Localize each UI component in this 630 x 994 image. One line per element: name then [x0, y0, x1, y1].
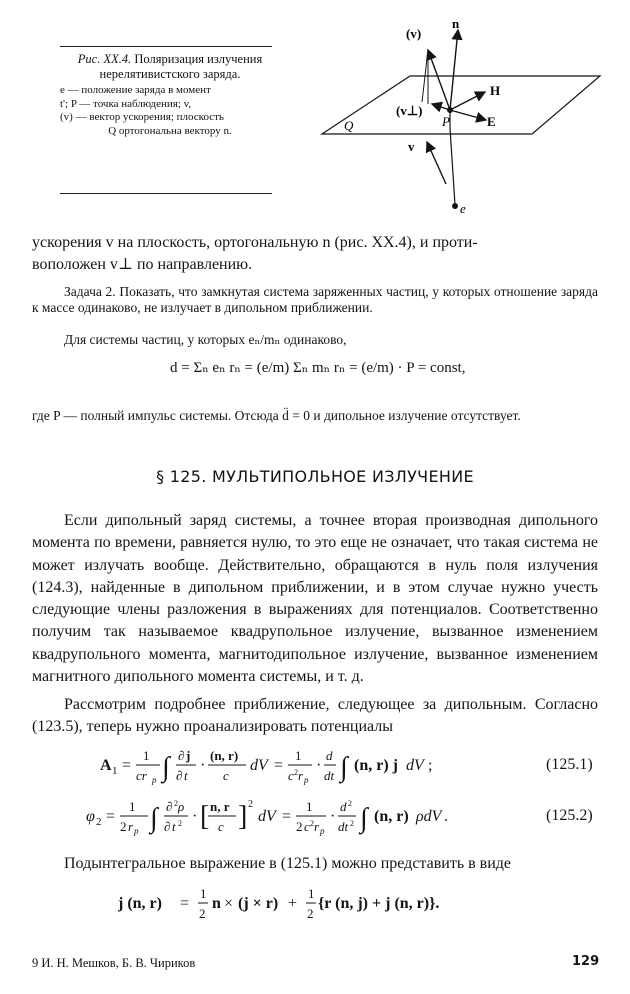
svg-text:∫: ∫: [340, 752, 348, 783]
svg-text:+: +: [288, 895, 298, 912]
svg-text:c: c: [288, 768, 294, 783]
equation-125-2-number: (125.2): [546, 807, 593, 824]
svg-text:∂: ∂: [166, 799, 173, 814]
equation-125-1-svg: [100, 742, 520, 792]
svg-text:dt: dt: [338, 819, 349, 834]
svg-text:n, r: n, r: [210, 799, 230, 814]
svg-text:d: d: [326, 748, 333, 763]
n-vector: [450, 30, 458, 110]
svg-text:t: t: [172, 819, 176, 834]
label-v-lower: v: [408, 139, 415, 154]
svg-text:c: c: [304, 819, 310, 834]
label-n: n: [452, 16, 460, 31]
svg-text:]: ]: [238, 801, 248, 832]
label-e-field: E: [487, 114, 496, 129]
label-vdot: (v): [406, 26, 422, 41]
caption-bottom-rule: [60, 193, 272, 194]
main-paragraph-3: Подынтегральное выражение в (125.1) можно представить в виде: [64, 855, 512, 872]
svg-text:j: j: [186, 748, 191, 763]
svg-text:.: .: [444, 808, 448, 825]
equation-j-decomposition: [118, 880, 518, 930]
observation-line-lower: [450, 128, 455, 205]
svg-text:n: n: [212, 895, 221, 912]
svg-text:φ: φ: [86, 808, 95, 825]
point-p: [447, 107, 453, 113]
footer-author: 9 И. Н. Мешков, Б. В. Чириков: [32, 956, 196, 970]
svg-text:∫: ∫: [150, 803, 158, 834]
svg-text:A: A: [100, 757, 112, 774]
equation-125-2-svg: [86, 793, 526, 843]
label-e-charge: e: [460, 201, 466, 216]
v-dot-vector: [428, 50, 450, 110]
page-number: 129: [572, 954, 600, 969]
polarization-diagram: [300, 8, 620, 228]
svg-text:·: ·: [200, 757, 206, 774]
caption-top-rule: [60, 46, 272, 47]
section-heading: § 125. МУЛЬТИПОЛЬНОЕ ИЗЛУЧЕНИЕ: [156, 467, 474, 486]
svg-text:=: =: [282, 808, 292, 825]
svg-text:2: 2: [310, 819, 314, 828]
svg-text:2: 2: [96, 816, 102, 828]
svg-text:c: c: [218, 819, 224, 834]
svg-text:r: r: [128, 819, 134, 834]
svg-text:p: p: [134, 826, 139, 836]
svg-text:[: [: [200, 801, 210, 832]
svg-text:1: 1: [308, 886, 315, 901]
svg-text:(n, r): (n, r): [374, 808, 409, 825]
caption-legend-line1: e — положение заряда в момент: [60, 84, 211, 96]
svg-text:·: ·: [316, 757, 322, 774]
task-2-conclusion: где P — полный импульс системы. Отсюда d̈ = 0 и дипольное излучение отсутствует.: [32, 408, 521, 423]
svg-text:2: 2: [294, 768, 298, 777]
svg-text:=: =: [180, 895, 190, 912]
svg-text:dt: dt: [324, 768, 335, 783]
svg-text:ρdV: ρdV: [416, 808, 442, 825]
svg-text:;: ;: [428, 757, 433, 774]
main-paragraph-2: Рассмотрим подробнее приближение, следующее за дипольным. Согласно (123.5), теперь нужно проанализировать потенциалы: [32, 696, 598, 735]
svg-text:∫: ∫: [162, 752, 170, 783]
svg-text:dV: dV: [250, 757, 268, 774]
caption-legend-line3: (v) — вектор ускорения; плоскость: [60, 111, 224, 123]
svg-text:2: 2: [296, 819, 303, 834]
task-2: Задача 2. Показать, что замкнутая система заряженных частиц, у которых отношение заряда к массе одинаково, не излучает в дипольном приближении.: [32, 284, 598, 315]
svg-text:∂: ∂: [178, 748, 185, 763]
equation-j-decomposition-svg: [118, 880, 518, 930]
svg-text:1: 1: [200, 886, 207, 901]
svg-text:2: 2: [174, 799, 178, 808]
p1-line2: воположен v⊥ по направлению.: [32, 256, 253, 273]
svg-text:dV: dV: [258, 808, 276, 825]
paragraph-continuation: [32, 232, 598, 276]
label-h: H: [490, 83, 501, 98]
svg-text:cr: cr: [136, 768, 147, 783]
svg-text:·: ·: [192, 808, 198, 825]
svg-text:=: =: [274, 757, 284, 774]
svg-text:1: 1: [306, 799, 313, 814]
svg-text:1: 1: [295, 748, 302, 763]
task-2-equation: d = Σₙ eₙ rₙ = (e/m) Σₙ mₙ rₙ = (e/m) · P = const,: [170, 360, 466, 376]
caption-title-prefix: Рис. XX.4.: [77, 52, 132, 66]
svg-text:{r (n, j) + j (n, r)}.: {r (n, j) + j (n, r)}.: [318, 895, 440, 912]
caption-legend-line4: Q ортогональна вектору n.: [108, 124, 232, 137]
svg-text:dV: dV: [406, 757, 424, 774]
svg-text:r: r: [314, 819, 320, 834]
label-p: P: [442, 114, 450, 129]
svg-text:c: c: [223, 768, 229, 783]
svg-text:j (n, r): j (n, r): [118, 895, 162, 912]
svg-text:r: r: [298, 768, 304, 783]
svg-text:·: ·: [330, 808, 336, 825]
svg-text:∫: ∫: [360, 803, 368, 834]
figure-caption: [60, 52, 280, 138]
svg-text:∂: ∂: [164, 819, 171, 834]
h-vector: [450, 92, 485, 110]
svg-text:p: p: [320, 826, 325, 836]
svg-text:ρ: ρ: [178, 799, 185, 814]
v-lower-vector: [427, 142, 446, 184]
task-2-solution: Для системы частиц, у которых eₙ/mₙ одинаково,: [64, 332, 347, 347]
equation-125-1: [100, 742, 520, 792]
svg-text:p: p: [152, 775, 157, 785]
svg-text:=: =: [106, 808, 116, 825]
svg-text:d: d: [340, 799, 347, 814]
equation-125-1-number: (125.1): [546, 756, 593, 773]
svg-text:t: t: [184, 768, 188, 783]
svg-text:(j × r): (j × r): [238, 895, 279, 912]
svg-text:1: 1: [143, 748, 150, 763]
caption-legend-line2: t'; P — точка наблюдения; v,: [60, 97, 192, 110]
e-vector: [450, 110, 486, 120]
svg-text:2: 2: [350, 819, 354, 828]
svg-text:=: =: [122, 757, 132, 774]
svg-text:2: 2: [120, 819, 127, 834]
svg-text:(n, r): (n, r): [210, 748, 239, 763]
svg-text:2: 2: [307, 906, 314, 921]
svg-text:1: 1: [129, 799, 136, 814]
svg-text:2: 2: [178, 819, 182, 828]
svg-text:(n, r) j: (n, r) j: [354, 757, 398, 774]
svg-text:1: 1: [112, 765, 118, 777]
svg-text:2: 2: [248, 799, 253, 810]
main-paragraph-1: Если дипольный заряд системы, а точнее вторая производная дипольного момента по времени, равняется нулю, то это еще не означает, что такая система не может излучать вообще. Действительно, обращаются в нуль поля излучения (124.3), найденные в дипольном приближении, и в этом случае нужно учесть следующие члены разложения в выражениях для потенциалов. Соответственно получим так называемое квадрупольное излучение, вызванное изменением квадрупольного момента, магнитодипольное излучение, вызванное изменением магнитного дипольного момента системы, и т. д.: [32, 512, 598, 686]
svg-text:∂: ∂: [176, 768, 183, 783]
svg-text:p: p: [304, 775, 309, 785]
svg-text:×: ×: [224, 895, 234, 912]
svg-text:2: 2: [348, 799, 352, 808]
svg-text:2: 2: [199, 906, 206, 921]
label-q: Q: [344, 118, 354, 133]
p1-line1: ускорения v на плоскость, ортогональную n (рис. XX.4), и проти-: [32, 234, 478, 251]
label-vperp: (v⊥): [396, 103, 423, 118]
caption-title-text: Поляризация излучения нерелятивистского заряда.: [99, 52, 263, 81]
point-e: [452, 203, 458, 209]
equation-125-2: [86, 793, 526, 843]
